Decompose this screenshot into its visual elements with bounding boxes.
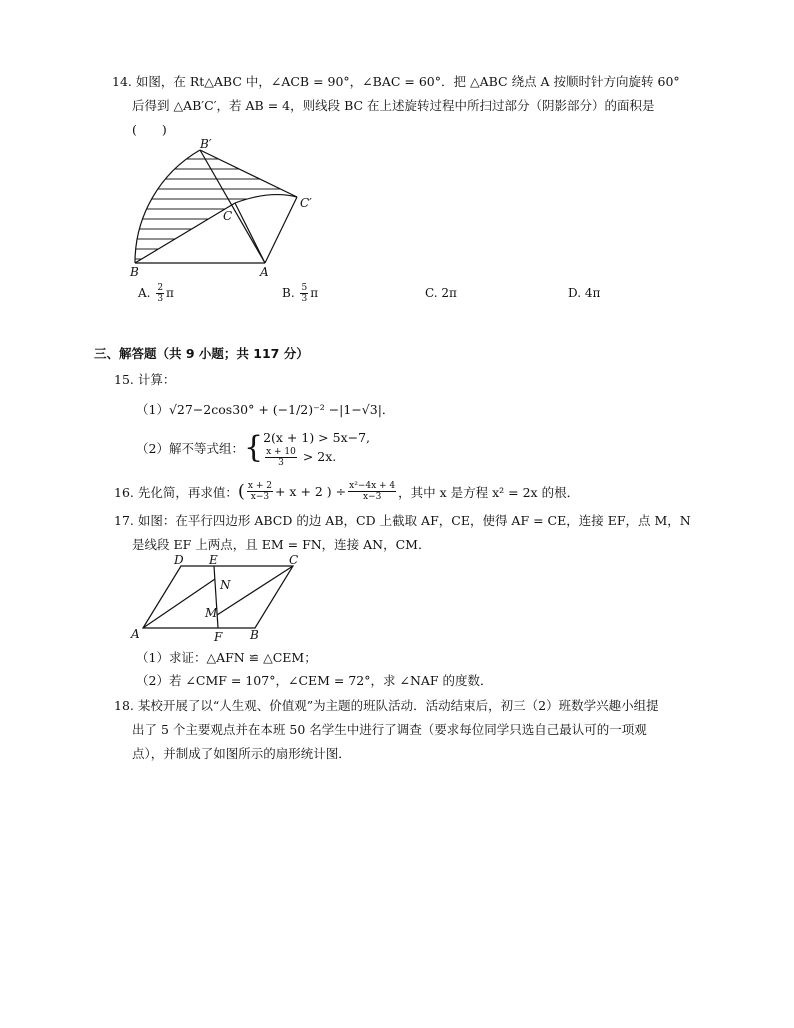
q14-segment-cpa bbox=[265, 197, 297, 263]
q16-line: 16. 先化简，再求值： ( $\frac{x + 2}{x-3}$ + x + 2 ) ÷ $\frac{\text{x²−4x + 4}}{x-3}$ ，其中 x 是方程 x² = 2x 的根． bbox=[114, 481, 580, 502]
q17-part2: （2）若 ∠CMF = 107°，∠CEM = 72°，求 ∠NAF 的度数． bbox=[136, 673, 493, 688]
q17-parallelogram-figure bbox=[128, 555, 308, 643]
q14-option-b[interactable]: B. $\frac{5}{3}$ π bbox=[282, 283, 319, 304]
q17-label-e: E bbox=[209, 555, 218, 567]
q17-line2: 是线段 EF 上两点，且 EM = FN，连接 AN，CM． bbox=[132, 537, 431, 552]
q14-rotation-figure bbox=[120, 135, 330, 280]
q18-line3: 点），并制成了如图所示的扇形统计图． bbox=[132, 746, 351, 761]
q14-label-cprime: C′ bbox=[300, 196, 312, 210]
q14-line1: 14. 如图，在 Rt△ABC 中，∠ACB = 90°，∠BAC = 60°．把 △ABC 绕点 A 按顺时针方向旋转 60° bbox=[112, 74, 680, 89]
q14-option-c[interactable]: C. 2π bbox=[425, 286, 457, 300]
q17-part1: （1）求证：△AFN ≌ △CEM； bbox=[136, 650, 317, 665]
q17-label-c: C bbox=[289, 555, 299, 567]
q16-fraction-b: $\frac{\text{x²−4x + 4}}{x-3}$ bbox=[349, 481, 396, 502]
q15-inequality-system: 2(x + 1) > 5x−7, $\frac{x + 10}{3}$ > 2x. bbox=[263, 429, 371, 468]
q17-label-d: D bbox=[174, 555, 184, 567]
q17-label-a: A bbox=[131, 627, 140, 641]
q17-segment-an bbox=[143, 579, 215, 628]
q14-option-a[interactable]: A. $\frac{2}{3}$ π bbox=[138, 283, 174, 304]
q14-label-c: C bbox=[223, 209, 233, 223]
q15-system-brace: { bbox=[243, 430, 264, 465]
section-3-title: 三、解答题（共 9 小题；共 117 分） bbox=[94, 346, 309, 361]
q14-label-a: A bbox=[260, 265, 269, 279]
q14-segment-bc bbox=[135, 203, 235, 263]
q17-label-f: F bbox=[214, 630, 223, 643]
q14-line3: ( ) bbox=[132, 122, 167, 137]
q17-line1: 17. 如图：在平行四边形 ABCD 的边 AB，CD 上截取 AF，CE，使得 AF = CE，连接 EF，点 M，N bbox=[114, 513, 691, 528]
q14-label-bprime: B′ bbox=[200, 137, 212, 151]
q16-fraction-a: $\frac{x + 2}{x-3}$ bbox=[247, 481, 272, 502]
q17-label-m: M bbox=[205, 606, 218, 620]
q15-part2: （2）解不等式组： { 2(x + 1) > 5x−7, $\frac{x + 10}{3}$ > 2x. bbox=[136, 429, 371, 468]
q17-label-b: B bbox=[250, 628, 259, 642]
q14-outer-arc bbox=[135, 150, 200, 263]
q15-part1: （1）√27−2cos30° + (−1/2)⁻² −|1−√3|． bbox=[136, 402, 395, 417]
q18-line2: 出了 5 个主要观点并在本班 50 名学生中进行了调查（要求每位同学只选自己最认可的一项观 bbox=[132, 722, 647, 737]
q15-title: 15. 计算： bbox=[114, 372, 176, 387]
q18-line1: 18. 某校开展了以“人生观、价值观”为主题的班队活动．活动结束后，初三（2）班数学兴趣小组提 bbox=[114, 698, 659, 713]
q14-option-d[interactable]: D. 4π bbox=[568, 286, 601, 300]
q17-label-n: N bbox=[220, 578, 231, 592]
q14-label-b: B bbox=[130, 265, 139, 279]
q14-line2: 后得到 △AB′C′，若 AB = 4，则线段 BC 在上述旋转过程中所扫过部分（阴影部分）的面积是 bbox=[132, 98, 655, 113]
q14-segment-bpcp bbox=[200, 150, 297, 197]
q14-segment-bpa bbox=[200, 150, 265, 263]
